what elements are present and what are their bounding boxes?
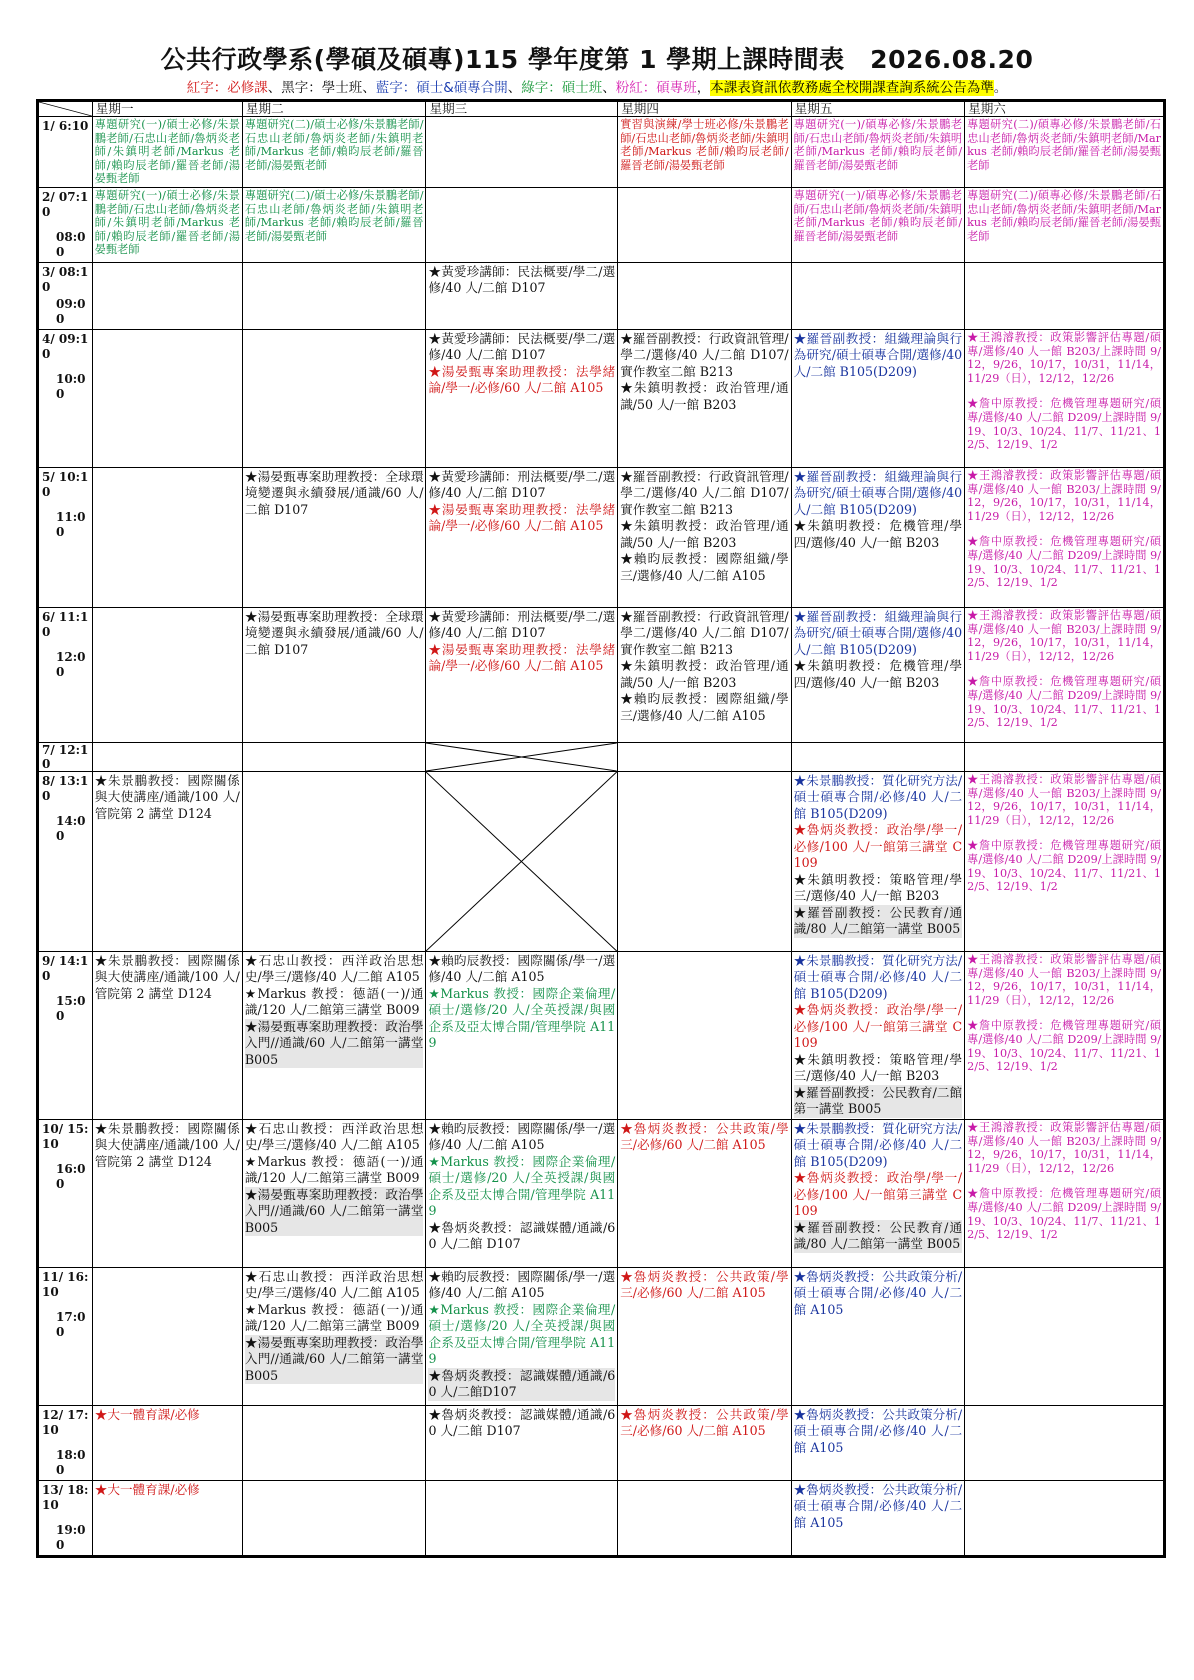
course-entry: ★羅晉副教授：行政資訊管理/學二/選修/40 人/二館 D107/實作教室二館 B213 — [620, 468, 789, 517]
period-number: 3/ 08:10 — [42, 264, 89, 294]
period-row — [38, 607, 1165, 742]
course-entry: ★魯炳炎教授：公共政策/學三/必修/60 人/二館 A105 — [620, 1120, 789, 1153]
course-entry: ★羅晉副教授：組織理論與行為研究/碩士碩專合開/選修/40 人/二館 B105(D209) — [793, 608, 963, 657]
period-end-time: 19:00 — [56, 1522, 86, 1552]
course-cell — [426, 1480, 618, 1556]
period-row — [38, 1267, 1165, 1405]
course-cell — [92, 187, 242, 262]
course-entry: ★朱景鵬教授：國際關係與大使講座/通識/100 人/管院第 2 講堂 D124 — [94, 1120, 240, 1169]
legend-separator: ， — [696, 80, 711, 96]
period-label — [38, 951, 93, 1119]
course-cell — [242, 607, 426, 742]
period-label — [38, 742, 93, 771]
period-number: 11/ 16:10 — [42, 1269, 89, 1299]
course-cell — [618, 467, 791, 607]
page-title: 公共行政學系(學碩及碩專)115 學年度第 1 學期上課時間表 2026.08.20 — [160, 45, 1034, 74]
course-cell — [791, 771, 964, 951]
period-label — [38, 607, 93, 742]
course-cell — [965, 742, 1165, 771]
period-row — [38, 329, 1165, 467]
period-end-time: 11:00 — [56, 509, 86, 539]
course-cell — [618, 1267, 791, 1405]
period-label — [38, 1405, 93, 1480]
course-entry: ★湯晏甄專案助理教授：政治學入門//通識/60 人/二館第一講堂 B005 — [244, 1334, 424, 1383]
period-label — [38, 771, 93, 951]
day-header-fri: 星期五 — [791, 101, 964, 117]
course-entry: ★王鴻濬教授：政策影響評估專題/碩專/選修/40 人一館 B203/上課時間 9/12，9/26，10/17，10/31，11/14，11/29（日），12/12，12/26 — [967, 772, 1161, 827]
period-row — [38, 1119, 1165, 1267]
course-cell — [426, 951, 618, 1119]
course-cell — [242, 1119, 426, 1267]
course-entry: ★詹中原教授：危機管理專題研究/碩專/選修/40 人/二館 D209/上課時間 9/19、10/3、10/24、11/7、11/21、12/5、12/19、1/2 — [967, 839, 1161, 894]
course-entry: ★羅晉副教授：公民教育/二館第一講堂 B005 — [793, 1084, 963, 1117]
course-entry: ★魯炳炎教授：公共政策/學三/必修/60 人/二館 A105 — [620, 1406, 789, 1439]
course-entry: ★黃愛珍講師：民法概要/學二/選修/40 人/二館 D107 — [428, 330, 616, 363]
course-cell — [965, 1267, 1165, 1405]
course-cell — [618, 742, 791, 771]
period-number: 6/ 11:10 — [42, 609, 89, 639]
legend-separator: 、 — [602, 80, 616, 96]
course-entry: ★Markus 教授：德語(一)/通識/120 人/二館第三講堂 B009 — [244, 1153, 424, 1186]
course-entry: ★魯炳炎教授：公共政策分析/碩士碩專合開/必修/40 人/二館 A105 — [793, 1406, 963, 1455]
period-number: 13/ 18:10 — [42, 1482, 89, 1512]
legend-separator: 。 — [993, 80, 1008, 96]
course-entry: ★黃愛珍講師：刑法概要/學二/選修/40 人/二館 D107 — [428, 608, 616, 641]
corner-cell — [38, 101, 93, 117]
course-cell — [791, 329, 964, 467]
course-entry: ★王鴻濬教授：政策影響評估專題/碩專/選修/40 人一館 B203/上課時間 9/12，9/26，10/17，10/31，11/14，11/29（日），12/12，12/26 — [967, 330, 1161, 385]
course-cell — [965, 951, 1165, 1119]
course-entry: ★王鴻濬教授：政策影響評估專題/碩專/選修/40 人一館 B203/上課時間 9/12，9/26，10/17，10/31，11/14，11/29（日），12/12，12/26 — [967, 1120, 1161, 1175]
course-cell — [791, 742, 964, 771]
period-label — [38, 1267, 93, 1405]
course-cell — [242, 117, 426, 188]
course-entry: ★湯晏甄專案助理教授：全球環境變遷與永續發展/通識/60 人/二館 D107 — [244, 468, 424, 517]
course-entry: 專題研究(二)/碩士必修/朱景鵬老師/石忠山老師/魯炳炎老師/朱鎮明老師/Markus 老師/賴昀辰老師/羅晉老師/湯晏甄老師 — [244, 188, 424, 243]
course-entry: ★湯晏甄專案助理教授：政治學入門//通識/60 人/二館第一講堂 B005 — [244, 1018, 424, 1067]
course-entry: ★羅晉副教授：行政資訊管理/學二/選修/40 人/二館 D107/實作教室二館 B213 — [620, 608, 789, 657]
course-cell — [92, 262, 242, 329]
course-cell — [242, 1267, 426, 1405]
course-entry: ★朱景鵬教授：質化研究方法/碩士碩專合開/必修/40 人/二館 B105(D209) — [793, 952, 963, 1001]
course-cell — [965, 771, 1165, 951]
course-entry: ★魯炳炎教授：公共政策分析/碩士碩專合開/必修/40 人/二館 A105 — [793, 1268, 963, 1317]
course-entry: ★湯晏甄專案助理教授：政治學入門//通識/60 人/二館第一講堂 B005 — [244, 1186, 424, 1235]
course-cell — [242, 187, 426, 262]
course-entry: ★詹中原教授：危機管理專題研究/碩專/選修/40 人/二館 D209/上課時間 9/19、10/3、10/24、11/7、11/21、12/5、12/19、1/2 — [967, 1019, 1161, 1074]
period-end-time: 10:00 — [56, 371, 86, 401]
course-cell — [426, 187, 618, 262]
course-entry: 專題研究(二)/碩專必修/朱景鵬老師/石忠山老師/魯炳炎老師/朱鎮明老師/Markus 老師/賴昀辰老師/羅晉老師/湯晏甄老師 — [967, 188, 1161, 243]
period-number: 7/ 12:10 — [42, 742, 89, 771]
course-entry: ★王鴻濬教授：政策影響評估專題/碩專/選修/40 人一館 B203/上課時間 9/12，9/26，10/17，10/31，11/14，11/29（日），12/12，12/26 — [967, 608, 1161, 663]
header-row — [38, 101, 1165, 117]
course-cell — [426, 467, 618, 607]
course-cell — [92, 1267, 242, 1405]
course-entry: ★湯晏甄專案助理教授：法學緒論/學一/必修/60 人/二館 A105 — [428, 641, 616, 674]
period-label — [38, 117, 93, 188]
course-cell — [426, 329, 618, 467]
course-entry: ★湯晏甄專案助理教授：法學緒論/學一/必修/60 人/二館 A105 — [428, 501, 616, 534]
course-entry: ★詹中原教授：危機管理專題研究/碩專/選修/40 人/二館 D209/上課時間 9/19、10/3、10/24、11/7、11/21、12/5、12/19、1/2 — [967, 675, 1161, 730]
course-entry: 專題研究(一)/碩專必修/朱景鵬老師/石忠山老師/魯炳炎老師/朱鎮明老師/Markus 老師/賴昀辰老師/羅晉老師/湯晏甄老師 — [793, 118, 963, 172]
day-header-tue: 星期二 — [242, 101, 426, 117]
course-cell — [965, 262, 1165, 329]
course-entry: ★Markus 教授：德語(一)/通識/120 人/二館第三講堂 B009 — [244, 1301, 424, 1334]
course-cell — [92, 1405, 242, 1480]
course-cell — [791, 951, 964, 1119]
course-entry: ★大一體育課/必修 — [94, 1481, 200, 1497]
course-entry: ★朱鎮明教授：危機管理/學四/選修/40 人/一館 B203 — [793, 658, 963, 690]
period-row — [38, 187, 1165, 262]
course-entry: 專題研究(一)/碩專必修/朱景鵬老師/石忠山老師/魯炳炎老師/朱鎮明老師/Markus 老師/賴昀辰老師/羅晉老師/湯晏甄老師 — [793, 188, 963, 243]
course-entry: ★羅晉副教授：組織理論與行為研究/碩士碩專合開/選修/40 人/二館 B105(D209) — [793, 468, 963, 517]
course-cell — [92, 117, 242, 188]
legend-green: 綠字：碩士班 — [521, 80, 603, 96]
course-entry: ★Markus 教授：國際企業倫理/碩士/選修/20 人/全英授課/與國企系及亞太博合開/管理學院 A119 — [428, 1153, 616, 1219]
course-cell — [791, 607, 964, 742]
course-cell — [965, 1405, 1165, 1480]
course-cell — [426, 262, 618, 329]
day-header-mon: 星期一 — [92, 101, 242, 117]
course-entry: ★朱鎮明教授：策略管理/學三/選修/40 人/一館 B203 — [793, 1051, 963, 1084]
course-cell — [618, 329, 791, 467]
course-entry: ★朱鎮明教授：政治管理/通識/50 人/一館 B203 — [620, 518, 789, 550]
period-end-time: 18:00 — [56, 1447, 86, 1477]
course-entry: ★魯炳炎教授：政治學/學一/必修/100 人/一館第三講堂 C109 — [793, 822, 963, 871]
course-cell — [965, 187, 1165, 262]
period-number: 9/ 14:10 — [42, 953, 89, 983]
course-entry: 實習與演練/學士班必修/朱景鵬老師/石忠山老師/魯炳炎老師/朱鎮明老師/Markus 老師/賴昀辰老師/羅晉老師/湯晏甄老師 — [620, 118, 789, 172]
course-entry: ★魯炳炎教授：認識媒體/通識/60 人/二館 D107 — [428, 1219, 616, 1252]
period-label — [38, 329, 93, 467]
course-entry: ★羅晉副教授：公民教育/通識/80 人/二館第一講堂 B005 — [793, 904, 963, 937]
course-entry: ★黃愛珍講師：民法概要/學二/選修/40 人/二館 D107 — [428, 263, 616, 296]
period-row — [38, 1405, 1165, 1480]
period-end-time: 08:00 — [56, 229, 86, 259]
course-entry: ★朱景鵬教授：國際關係與大使講座/通識/100 人/管院第 2 講堂 D124 — [94, 772, 240, 821]
course-cell — [92, 1119, 242, 1267]
course-cell — [92, 771, 242, 951]
period-number: 10/ 15:10 — [42, 1121, 89, 1151]
period-row — [38, 771, 1165, 951]
period-number: 2/ 07:10 — [42, 189, 89, 219]
course-entry: 專題研究(二)/碩士必修/朱景鵬老師/石忠山老師/魯炳炎老師/朱鎮明老師/Markus 老師/賴昀辰老師/羅晉老師/湯晏甄老師 — [244, 118, 424, 172]
period-row — [38, 951, 1165, 1119]
course-entry: ★魯炳炎教授：認識媒體/通識/60 人/二館D107 — [428, 1367, 616, 1400]
period-end-time: 15:00 — [56, 993, 86, 1023]
course-cell — [242, 1480, 426, 1556]
course-cell — [242, 771, 426, 951]
course-cell — [618, 187, 791, 262]
course-cell — [791, 467, 964, 607]
course-cell — [618, 607, 791, 742]
course-cell — [426, 1405, 618, 1480]
course-cell — [965, 1480, 1165, 1556]
course-cell — [965, 1119, 1165, 1267]
course-cell — [618, 1405, 791, 1480]
course-cell — [965, 117, 1165, 188]
course-entry: ★詹中原教授：危機管理專題研究/碩專/選修/40 人/二館 D209/上課時間 9/19、10/3、10/24、11/7、11/21、12/5、12/19、1/2 — [967, 535, 1161, 590]
course-cell — [92, 1480, 242, 1556]
period-end-time: 16:00 — [56, 1161, 86, 1191]
course-cell — [242, 467, 426, 607]
color-legend — [0, 76, 1194, 96]
period-number: 8/ 13:10 — [42, 773, 89, 803]
legend-red: 紅字：必修課 — [186, 80, 268, 96]
course-cell — [618, 1480, 791, 1556]
course-entry: ★朱景鵬教授：國際關係與大使講座/通識/100 人/管院第 2 講堂 D124 — [94, 952, 240, 1001]
course-entry: ★Markus 教授：德語(一)/通識/120 人/二館第三講堂 B009 — [244, 985, 424, 1018]
course-entry: ★朱鎮明教授：危機管理/學四/選修/40 人/一館 B203 — [793, 518, 963, 550]
period-label — [38, 262, 93, 329]
course-entry: ★魯炳炎教授：認識媒體/通識/60 人/二館 D107 — [428, 1406, 616, 1439]
course-entry: ★朱景鵬教授：質化研究方法/碩士碩專合開/必修/40 人/二館 B105(D209) — [793, 1120, 963, 1169]
course-entry: ★石忠山教授：西洋政治思想史/學三/選修/40 人/二館 A105 — [244, 952, 424, 985]
course-entry: ★大一體育課/必修 — [94, 1406, 200, 1422]
course-cell — [965, 467, 1165, 607]
course-entry: ★魯炳炎教授：政治學/學一/必修/100 人/一館第三講堂 C109 — [793, 1170, 963, 1219]
period-row — [38, 262, 1165, 329]
day-header-wed: 星期三 — [426, 101, 618, 117]
course-entry: 專題研究(一)/碩士必修/朱景鵬老師/石忠山老師/魯炳炎老師/朱鎮明老師/Markus 老師/賴昀辰老師/羅晉老師/湯晏甄老師 — [94, 118, 240, 186]
course-entry: ★朱鎮明教授：政治管理/通識/50 人/一館 B203 — [620, 658, 789, 690]
course-entry: ★王鴻濬教授：政策影響評估專題/碩專/選修/40 人一館 B203/上課時間 9/12，9/26，10/17，10/31，11/14，11/29（日），12/12，12/26 — [967, 468, 1161, 523]
course-cell — [618, 951, 791, 1119]
period-row — [38, 742, 1165, 771]
blocked-cell — [426, 742, 618, 771]
course-entry: ★Markus 教授：國際企業倫理/碩士/選修/20 人/全英授課/與國企系及亞太博合開/管理學院 A119 — [428, 1301, 616, 1367]
period-label — [38, 1480, 93, 1556]
course-entry: 專題研究(一)/碩士必修/朱景鵬老師/石忠山老師/魯炳炎老師/朱鎮明老師/Markus 老師/賴昀辰老師/羅晉老師/湯晏甄老師 — [94, 188, 240, 257]
course-entry: ★羅晉副教授：行政資訊管理/學二/選修/40 人/二館 D107/實作教室二館 B213 — [620, 330, 789, 379]
course-cell — [618, 1119, 791, 1267]
course-cell — [426, 1119, 618, 1267]
course-entry: ★石忠山教授：西洋政治思想史/學三/選修/40 人/二館 A105 — [244, 1120, 424, 1153]
course-cell — [92, 467, 242, 607]
period-number: 1/ 6:10 — [42, 119, 89, 133]
course-cell — [92, 607, 242, 742]
course-cell — [791, 117, 964, 188]
course-cell — [791, 187, 964, 262]
course-cell — [426, 1267, 618, 1405]
legend-black: 、黑字：學士班、 — [267, 80, 376, 96]
course-cell — [618, 771, 791, 951]
course-entry: ★詹中原教授：危機管理專題研究/碩專/選修/40 人/二館 D209/上課時間 9/19、10/3、10/24、11/7、11/21、12/5、12/19、1/2 — [967, 397, 1161, 452]
course-entry: ★魯炳炎教授：公共政策分析/碩士碩專合開/必修/40 人/二館 A105 — [793, 1481, 963, 1530]
course-cell — [791, 1480, 964, 1556]
course-entry: ★魯炳炎教授：政治學/學一/必修/100 人/一館第三講堂 C109 — [793, 1002, 963, 1051]
course-entry: ★朱景鵬教授：質化研究方法/碩士碩專合開/必修/40 人/二館 B105(D209) — [793, 772, 963, 821]
course-entry: ★賴昀辰教授：國際組織/學三/選修/40 人/二館 A105 — [620, 691, 789, 723]
course-entry: 專題研究(二)/碩專必修/朱景鵬老師/石忠山老師/魯炳炎老師/朱鎮明老師/Markus 老師/賴昀辰老師/羅晉老師/湯晏甄老師 — [967, 118, 1161, 172]
period-number: 5/ 10:10 — [42, 469, 89, 499]
period-number: 12/ 17:10 — [42, 1407, 89, 1437]
period-row — [38, 117, 1165, 188]
course-entry: ★朱鎮明教授：策略管理/學三/選修/40 人/一館 B203 — [793, 871, 963, 904]
course-cell — [242, 742, 426, 771]
legend-separator: 、 — [507, 80, 522, 96]
course-cell — [965, 607, 1165, 742]
course-cell — [242, 262, 426, 329]
course-entry: ★石忠山教授：西洋政治思想史/學三/選修/40 人/二館 A105 — [244, 1268, 424, 1301]
period-label — [38, 467, 93, 607]
blocked-cell — [426, 771, 618, 951]
course-entry: ★羅晉副教授：組織理論與行為研究/碩士碩專合開/選修/40 人/二館 B105(D209) — [793, 330, 963, 379]
day-header-thu: 星期四 — [618, 101, 791, 117]
course-entry: ★賴昀辰教授：國際關係/學一/選修/40 人/二館 A105 — [428, 1120, 616, 1153]
course-cell — [618, 117, 791, 188]
period-end-time: 14:00 — [56, 813, 86, 843]
course-entry: ★湯晏甄專案助理教授：法學緒論/學一/必修/60 人/二館 A105 — [428, 363, 616, 396]
timetable — [36, 99, 1166, 1558]
course-cell — [791, 1119, 964, 1267]
period-row — [38, 467, 1165, 607]
period-end-time: 09:00 — [56, 296, 86, 326]
period-number: 4/ 09:10 — [42, 331, 89, 361]
period-end-time: 17:00 — [56, 1309, 86, 1339]
period-row — [38, 1480, 1165, 1556]
course-cell — [92, 951, 242, 1119]
course-cell — [92, 742, 242, 771]
course-cell — [426, 607, 618, 742]
course-entry: ★黃愛珍講師：刑法概要/學二/選修/40 人/二館 D107 — [428, 468, 616, 501]
course-cell — [242, 951, 426, 1119]
legend-blue: 藍字：碩士&碩專合開 — [375, 80, 508, 96]
course-cell — [92, 329, 242, 467]
course-entry: ★王鴻濬教授：政策影響評估專題/碩專/選修/40 人一館 B203/上課時間 9/12，9/26，10/17，10/31，11/14，11/29（日），12/12，12/26 — [967, 952, 1161, 1007]
course-entry: ★賴昀辰教授：國際關係/學一/選修/40 人/二館 A105 — [428, 1268, 616, 1301]
course-cell — [242, 1405, 426, 1480]
course-cell — [426, 117, 618, 188]
period-label — [38, 187, 93, 262]
course-cell — [242, 329, 426, 467]
course-entry: ★湯晏甄專案助理教授：全球環境變遷與永續發展/通識/60 人/二館 D107 — [244, 608, 424, 657]
period-label — [38, 1119, 93, 1267]
course-cell — [791, 1405, 964, 1480]
legend-pink: 粉紅：碩專班 — [615, 80, 697, 96]
course-entry: ★羅晉副教授：公民教育/通識/80 人/二館第一講堂 B005 — [793, 1219, 963, 1252]
course-entry: ★朱鎮明教授：政治管理/通識/50 人/一館 B203 — [620, 380, 789, 412]
course-entry: ★魯炳炎教授：公共政策/學三/必修/60 人/二館 A105 — [620, 1268, 789, 1301]
course-entry: ★詹中原教授：危機管理專題研究/碩專/選修/40 人/二館 D209/上課時間 9/19、10/3、10/24、11/7、11/21、12/5、12/19、1/2 — [967, 1187, 1161, 1242]
course-entry: ★Markus 教授：國際企業倫理/碩士/選修/20 人/全英授課/與國企系及亞太博合開/管理學院 A119 — [428, 985, 616, 1051]
course-entry: ★賴昀辰教授：國際關係/學一/選修/40 人/二館 A105 — [428, 952, 616, 985]
course-entry: ★賴昀辰教授：國際組織/學三/選修/40 人/二館 A105 — [620, 551, 789, 583]
course-cell — [965, 329, 1165, 467]
course-cell — [618, 262, 791, 329]
legend-note: 本課表資訊依教務處全校開課查詢系統公告為準 — [710, 80, 994, 96]
course-cell — [791, 1267, 964, 1405]
day-header-sat: 星期六 — [965, 101, 1165, 117]
course-cell — [791, 262, 964, 329]
period-end-time: 12:00 — [56, 649, 86, 679]
